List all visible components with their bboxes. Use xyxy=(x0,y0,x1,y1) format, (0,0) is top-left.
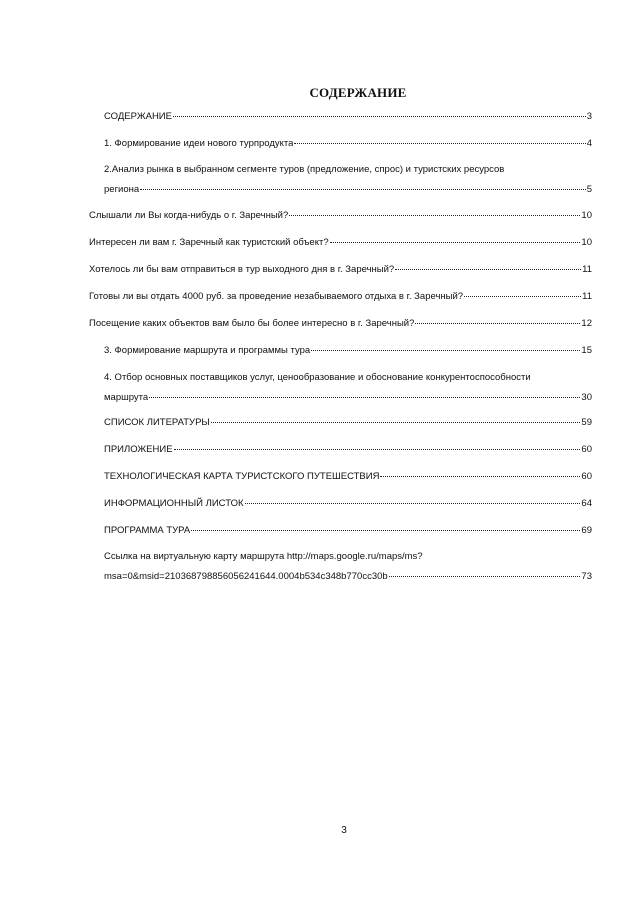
toc-leader-dots xyxy=(174,449,581,450)
toc-leader-dots xyxy=(415,323,580,324)
toc-leader-dots xyxy=(294,143,585,144)
toc-leader-dots xyxy=(330,242,581,243)
toc-leader-dots xyxy=(149,397,580,398)
toc-entry[interactable] xyxy=(89,289,592,305)
toc-leader-dots xyxy=(245,503,581,504)
toc-entry-page: 12 xyxy=(581,318,592,329)
toc-entry-title: Слышали ли Вы когда-нибудь о г. Заречный? xyxy=(89,210,289,221)
toc-leader-dots xyxy=(311,350,580,351)
toc-leader-dots xyxy=(173,116,586,117)
toc-entry-page: 15 xyxy=(581,345,592,356)
toc-entry-title: Хотелось ли бы вам отправиться в тур выходного дня в г. Заречный? xyxy=(89,264,395,275)
toc-entry[interactable] xyxy=(104,523,592,539)
toc-leader-dots xyxy=(389,576,581,577)
toc-entry-page: 60 xyxy=(581,444,592,455)
toc-leader-dots xyxy=(464,296,581,297)
toc-leader-dots xyxy=(191,530,580,531)
toc-entry-page: 10 xyxy=(581,210,592,221)
toc-entry[interactable] xyxy=(104,469,592,485)
toc-entry-title: СПИСОК ЛИТЕРАТУРЫ xyxy=(104,417,210,428)
toc-entry[interactable] xyxy=(104,136,592,152)
toc-entry-title: 1. Формирование идеи нового турпродукта xyxy=(104,138,294,149)
toc-entry-page: 4 xyxy=(586,138,592,149)
toc-entry-title: msa=0&msid=210368798856056241644.0004b534c348b770cc30b xyxy=(104,571,388,582)
page-number: 3 xyxy=(341,825,347,836)
toc-entry-title: ПРОГРАММА ТУРА xyxy=(104,525,191,536)
toc-entry[interactable] xyxy=(104,549,592,585)
toc-entry-title: ПРИЛОЖЕНИЕ xyxy=(104,444,173,455)
toc-entry-page: 73 xyxy=(581,571,592,582)
toc-title: СОДЕРЖАНИЕ xyxy=(309,85,407,100)
toc-entry-page: 11 xyxy=(582,264,592,275)
toc-entry-page: 11 xyxy=(582,291,592,302)
toc-entry-title: Готовы ли вы отдать 4000 руб. за проведение незабываемого отдыха в г. Заречный? xyxy=(89,291,464,302)
toc-entry-title-line1: 2.Анализ рынка в выбранном сегменте туров (предложение, спрос) и туристских ресурсов xyxy=(104,164,505,175)
toc-leader-dots xyxy=(140,189,586,190)
toc-entry-title: маршрута xyxy=(104,392,149,403)
toc-entry-title: ТЕХНОЛОГИЧЕСКАЯ КАРТА ТУРИСТСКОГО ПУТЕШЕСТВИЯ xyxy=(104,471,380,482)
toc-entry-page: 3 xyxy=(586,111,592,122)
toc-entry[interactable] xyxy=(89,262,592,278)
toc-leader-dots xyxy=(380,476,580,477)
toc-leader-dots xyxy=(211,422,581,423)
toc-entry-page: 59 xyxy=(581,417,592,428)
toc-entry[interactable] xyxy=(89,316,592,332)
toc-entry[interactable] xyxy=(104,415,592,431)
toc-leader-dots xyxy=(289,215,580,216)
toc-entry-title: Посещение каких объектов вам было бы более интересно в г. Заречный? xyxy=(89,318,415,329)
toc-entry-page: 69 xyxy=(581,525,592,536)
toc-leader-dots xyxy=(395,269,581,270)
toc-entry-page: 5 xyxy=(586,184,592,195)
toc-entry[interactable] xyxy=(104,496,592,512)
toc-entry[interactable] xyxy=(104,343,592,359)
toc-entry[interactable] xyxy=(89,235,592,251)
toc-entry-page: 10 xyxy=(581,237,592,248)
toc-entry-title: СОДЕРЖАНИЕ xyxy=(104,111,172,122)
toc-entry-title-line1: Ссылка на виртуальную карту маршрута http://maps.google.ru/maps/ms? xyxy=(104,551,423,562)
toc-entry-title: Интересен ли вам г. Заречный как туристский объект? xyxy=(89,237,329,248)
toc-entry-page: 60 xyxy=(581,471,592,482)
toc-entry-title: региона xyxy=(104,184,140,195)
toc-entry[interactable] xyxy=(89,208,592,224)
toc-entry[interactable] xyxy=(104,370,592,406)
toc-entry[interactable] xyxy=(104,162,592,198)
toc-entry-title: 3. Формирование маршрута и программы тура xyxy=(104,345,311,356)
toc-entry-page: 30 xyxy=(581,392,592,403)
toc-entry-title-line1: 4. Отбор основных поставщиков услуг, ценообразование и обоснование конкурентоспособности xyxy=(104,372,531,383)
toc-entry[interactable] xyxy=(104,109,592,125)
toc-entry-page: 64 xyxy=(581,498,592,509)
toc-entry-title: ИНФОРМАЦИОННЫЙ ЛИСТОК xyxy=(104,498,244,509)
toc-entry[interactable] xyxy=(104,442,592,458)
